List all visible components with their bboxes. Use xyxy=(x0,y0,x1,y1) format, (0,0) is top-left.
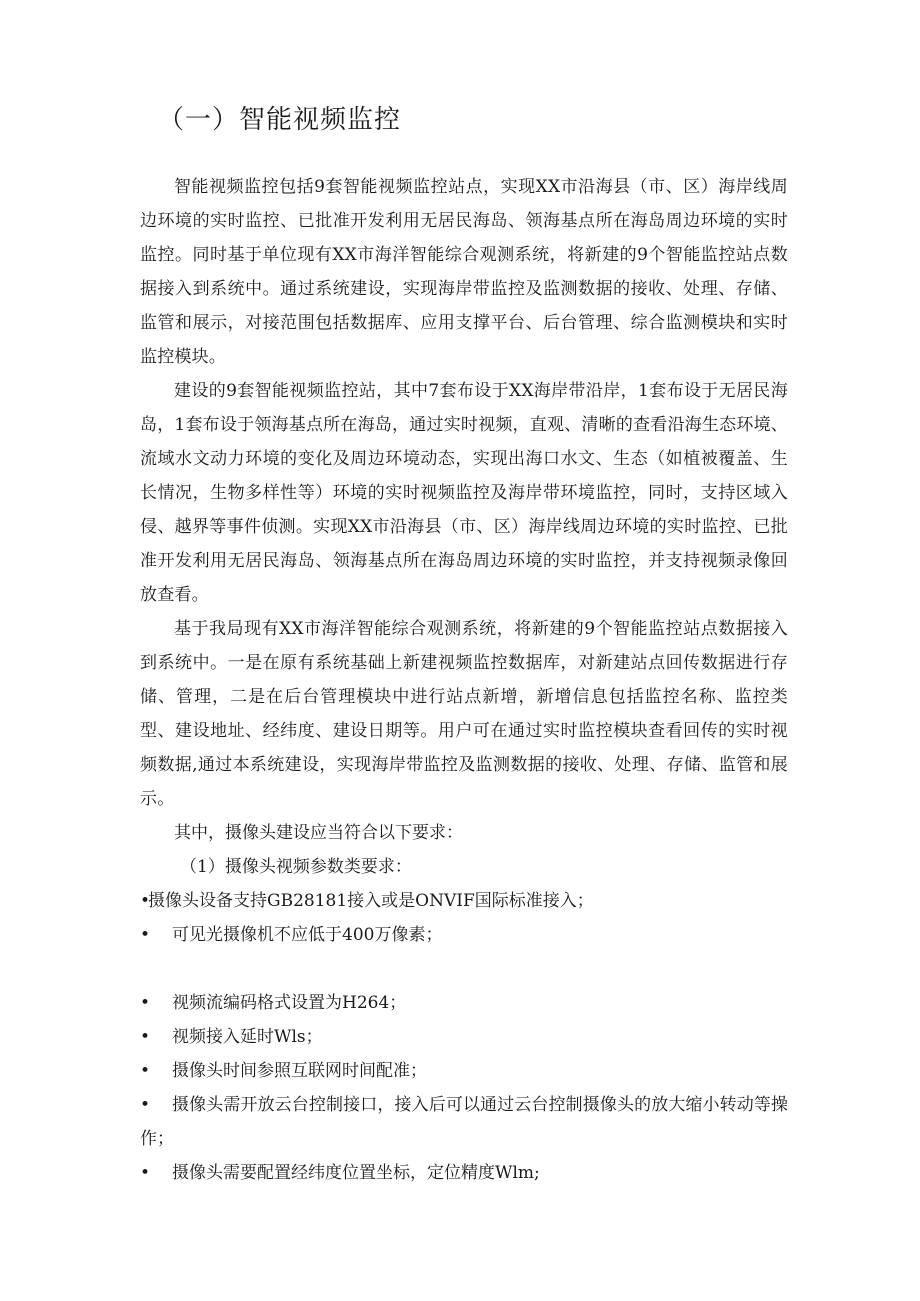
bullet-icon: • xyxy=(140,1095,151,1115)
list-item-text: 摄像头需要配置经纬度位置坐标，定位精度Wlm; xyxy=(172,1163,540,1183)
requirements-intro: 其中，摄像头建设应当符合以下要求： xyxy=(174,823,463,843)
paragraph-stations: 建设的9套智能视频监控站，其中7套布设于XX海岸带沿岸，1套布设于无居民海岛，1套布设于领海基点所在海岛，通过实时视频，直观、清晰的查看沿海生态环境、流域水文动力环境的变化及周边环境动态，实现出海口水文、生态（如植被覆盖、生长情况，生物多样性等）环境的实时视频监控及海岸带环境监控，同时，支持区域入侵、越界等事件侦测。实现XX市沿海县（市、区）海岸线周边环境的实时监控、已批准开发利用无居民海岛、领海基点所在海岛周边环境的实时监控，并支持视频录像回放查看。 xyxy=(140,381,788,605)
bullet-icon: • xyxy=(140,1061,151,1081)
list-item-text: 摄像头时间参照互联网时间配准； xyxy=(172,1061,427,1081)
bullet-icon: • xyxy=(140,1163,151,1183)
list-item-text: 摄像头需开放云台控制接口，接入后可以通过云台控制摄像头的放大缩小转动等操作； xyxy=(140,1095,788,1149)
list-item xyxy=(140,1054,788,1088)
camera-requirements-list xyxy=(140,884,788,1190)
list-item-text: 视频接入延时Wls； xyxy=(172,1027,323,1047)
list-item xyxy=(140,1020,788,1054)
list-item xyxy=(140,884,788,918)
list-item xyxy=(140,918,788,952)
bullet-icon: • xyxy=(140,891,151,911)
section-title: （一）智能视频监控 xyxy=(158,105,402,135)
list-item xyxy=(140,1156,788,1190)
camera-video-params-heading: （1）摄像头视频参数类要求： xyxy=(180,857,412,877)
list-item-text: 摄像头设备支持GB28181接入或是ONVIF国际标准接入； xyxy=(148,891,594,911)
paragraph-overview: 智能视频监控包括9套智能视频监控站点，实现XX市沿海县（市、区）海岸线周边环境的实时监控、已批准开发利用无居民海岛、领海基点所在海岛周边环境的实时监控。同时基于单位现有XX市海洋智能综合观测系统，将新建的9个智能监控站点数据接入到系统中。通过系统建设，实现海岸带监控及监测数据的接收、处理、存储、监管和展示，对接范围包括数据库、应用支撑平台、后台管理、综合监测模块和实时监控模块。 xyxy=(140,177,788,367)
bullet-icon: • xyxy=(140,993,151,1013)
list-spacer xyxy=(140,952,788,986)
paragraph-system-integration: 基于我局现有XX市海洋智能综合观测系统，将新建的9个智能监控站点数据接入到系统中。一是在原有系统基础上新建视频监控数据库，对新建站点回传数据进行存储、管理，二是在后台管理模块中进行站点新增，新增信息包括监控名称、监控类型、建设地址、经纬度、建设日期等。用户可在通过实时监控模块查看回传的实时视频数据,通过本系统建设，实现海岸带监控及监测数据的接收、处理、存储、监管和展示。 xyxy=(140,619,788,809)
list-item xyxy=(140,986,788,1020)
bullet-icon: • xyxy=(140,1027,151,1047)
list-item xyxy=(140,1088,788,1156)
list-item-text: 可见光摄像机不应低于400万像素； xyxy=(172,925,443,945)
bullet-icon: • xyxy=(140,925,151,945)
list-item-text: 视频流编码格式设置为H264； xyxy=(172,993,407,1013)
